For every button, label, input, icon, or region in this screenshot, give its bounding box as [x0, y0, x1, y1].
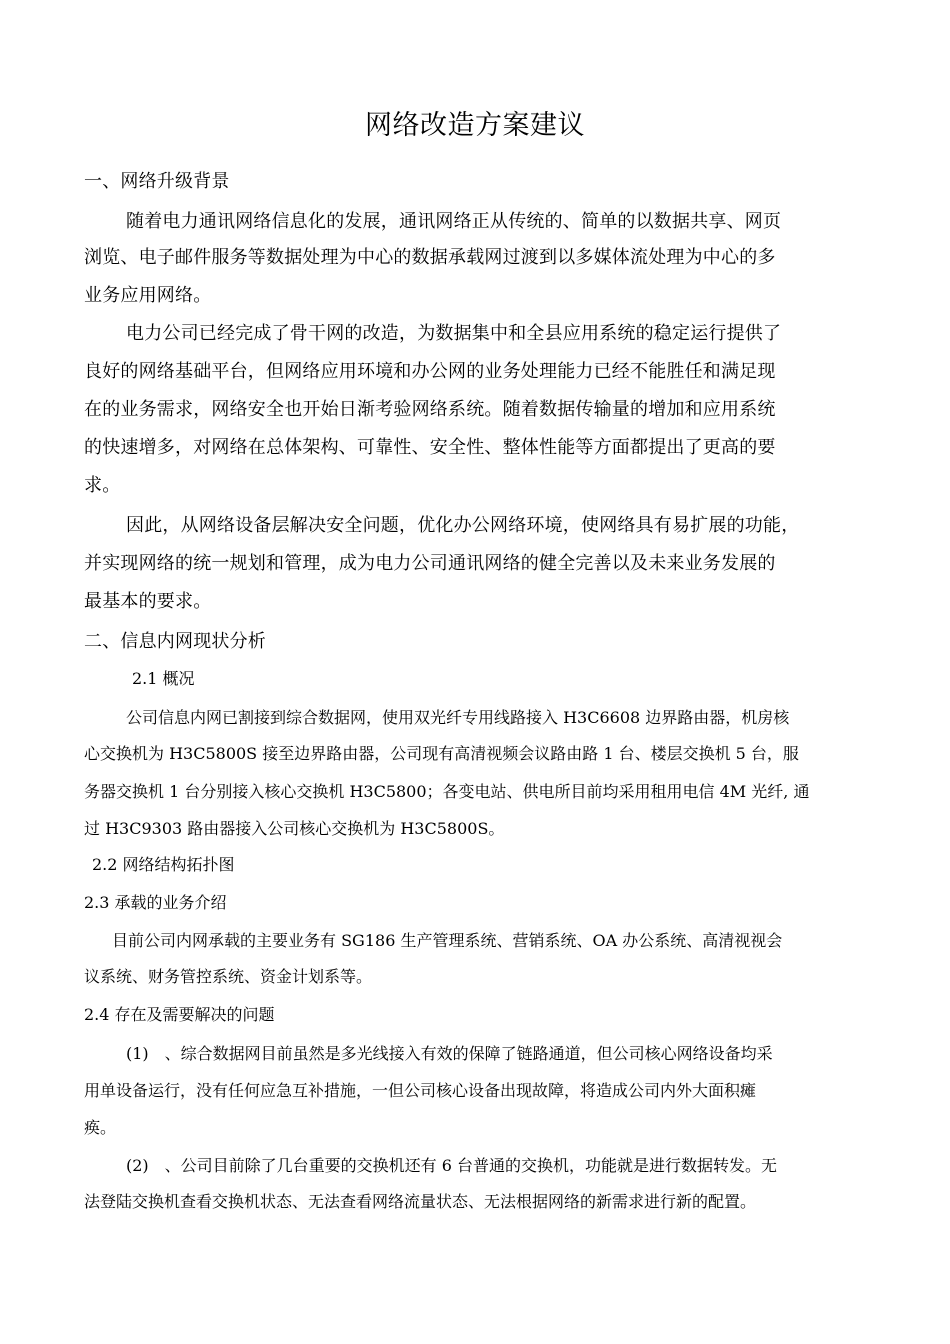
paragraph-line: 议系统、财务管控系统、资金计划系等。 — [84, 967, 373, 986]
subsection-heading: 2.1 概况 — [132, 669, 195, 688]
paragraph-line: 的快速增多，对网络在总体架构、可靠性、安全性、整体性能等方面都提出了更高的要 — [84, 437, 776, 458]
paragraph-line: 良好的网络基础平台，但网络应用环境和办公网的业务处理能力已经不能胜任和满足现 — [84, 361, 776, 382]
paragraph-line: 在的业务需求，网络安全也开始日渐考验网络系统。随着数据传输量的增加和应用系统 — [84, 399, 776, 420]
paragraph-line: 务器交换机 1 台分别接入核心交换机 H3C5800；各变电站、供电所目前均采用租用电信 4M 光纤, 通 — [84, 782, 810, 801]
list-item-line: 法登陆交换机查看交换机状态、无法查看网络流量状态、无法根据网络的新需求进行新的配置。 — [84, 1192, 757, 1211]
paragraph-line: 并实现网络的统一规划和管理，成为电力公司通讯网络的健全完善以及未来业务发展的 — [84, 553, 776, 574]
section-heading: 一、网络升级背景 — [84, 171, 230, 192]
section-heading: 二、信息内网现状分析 — [84, 631, 266, 652]
subsection-heading: 2.3 承载的业务介绍 — [84, 893, 227, 912]
paragraph-line: 浏览、电子邮件服务等数据处理为中心的数据承载网过渡到以多媒体流处理为中心的多 — [84, 247, 776, 268]
subsection-heading: 2.4 存在及需要解决的问题 — [84, 1005, 275, 1024]
paragraph-line: 过 H3C9303 路由器接入公司核心交换机为 H3C5800S。 — [84, 819, 505, 838]
paragraph-line: 目前公司内网承载的主要业务有 SG186 生产管理系统、营销系统、OA 办公系统、高清视视会 — [112, 931, 783, 950]
page-title: 网络改造方案建议 — [365, 110, 585, 141]
paragraph-line: 最基本的要求。 — [84, 591, 212, 612]
paragraph-line: 电力公司已经完成了骨干网的改造，为数据集中和全县应用系统的稳定运行提供了 — [126, 323, 782, 344]
list-item-line: 用单设备运行，没有任何应急互补措施，一但公司核心设备出现故障，将造成公司内外大面积瘫 — [84, 1081, 757, 1100]
paragraph-line: 求。 — [84, 475, 121, 496]
list-item-line: 痪。 — [84, 1118, 117, 1137]
list-item-line: (1) 、综合数据网目前虽然是多光线接入有效的保障了链路通道，但公司核心网络设备均采 — [126, 1044, 773, 1063]
paragraph-line: 随着电力通讯网络信息化的发展，通讯网络正从传统的、简单的以数据共享、网页 — [126, 211, 782, 232]
paragraph-line: 公司信息内网已割接到综合数据网，使用双光纤专用线路接入 H3C6608 边界路由器，机房核 — [126, 708, 790, 727]
subsection-heading: 2.2 网络结构拓扑图 — [92, 855, 235, 874]
paragraph-line: 心交换机为 H3C5800S 接至边界路由器，公司现有高清视频会议路由路 1 台、楼层交换机 5 台，服 — [84, 744, 799, 763]
paragraph-line: 因此，从网络设备层解决安全问题，优化办公网络环境，使网络具有易扩展的功能， — [126, 515, 800, 536]
paragraph-line: 业务应用网络。 — [84, 285, 212, 306]
list-item-line: (2) 、公司目前除了几台重要的交换机还有 6 台普通的交换机，功能就是进行数据转发。无 — [126, 1156, 778, 1175]
